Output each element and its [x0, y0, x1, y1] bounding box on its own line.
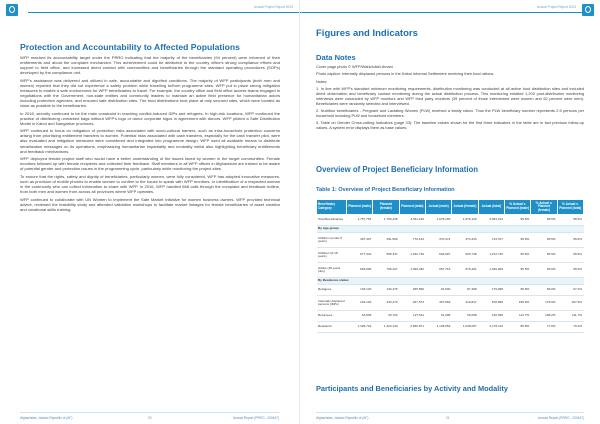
column-header: Planned (female)	[373, 200, 399, 215]
table-cell: 233,470	[373, 296, 399, 311]
table-cell: 95.5%	[531, 233, 557, 248]
right-page	[300, 0, 600, 424]
table-cell: 387,407	[347, 233, 373, 248]
table-section-row	[317, 226, 584, 233]
table-row	[317, 285, 584, 296]
table-cell: 1,676,120	[452, 215, 478, 226]
column-header: Planned (male)	[347, 200, 373, 215]
column-header: Actual (total)	[478, 200, 504, 215]
paragraph: WFP's assistance was delivered and utilized in safe, accountable and dignified conditions. The majority of WFP participants (both men and women) reported that they did not experience a safety problem while travelling to/from programme sites. WFP put in place strong mitigation measures to enable a safe environment for WFP beneficiaries to travel. For example, the country office and field office access teams engaged in negotiations with the Government, non-state entities and community leaders to maintain an active field presence for humanitarian actors including protection agencies, and ensured safe distribution sites. The food distributions took place at only secured sites, which were located as close as possible to the beneficiaries.	[20, 77, 280, 109]
table-cell: 3,354,313	[478, 215, 504, 226]
column-header: % Actual v. Planned (female)	[531, 200, 557, 215]
table-cell: 693,005	[347, 263, 373, 278]
table-cell: 95.5%	[531, 248, 557, 263]
row-label: Children (5-18 years)	[317, 248, 347, 263]
section-title: Figures and Indicators	[316, 28, 418, 39]
table-cell: 657,716	[425, 263, 451, 278]
table-title: Table 1: Overview of Project Beneficiary Information	[316, 187, 455, 193]
table-cell: 85.8%	[504, 322, 530, 333]
table-cell: 410,817	[452, 296, 478, 311]
table-cell: 132,476	[373, 285, 399, 296]
table-cell: 370,474	[425, 233, 451, 248]
wfp-logo	[6, 4, 18, 16]
table-cell: 95.6%	[531, 263, 557, 278]
table-cell: 95.5%	[504, 248, 530, 263]
table-cell: 467,573	[399, 296, 425, 311]
table-cell: 3,511,190	[399, 215, 425, 226]
table-cell: 95.6%	[557, 263, 583, 278]
data-notes	[316, 65, 584, 133]
row-label: Children (under 5 years)	[317, 233, 347, 248]
table-cell: 1,138,053	[425, 322, 451, 333]
row-label: By Age-group:	[317, 226, 584, 233]
paragraph: WFP deployed female project staff who would have a better understanding of the issues faced by women in the target communities. Female monitors followed up with female recipients and collected their feedback. Staff members in all WFP offices in Afghanistan are trained to be aware of potential gender and protection issues in the programming cycle, particularly while monitoring the project sites.	[20, 156, 280, 172]
header-rule	[300, 12, 584, 13]
column-header: Actual (female)	[452, 200, 478, 215]
table-cell: 2,650,871	[399, 322, 425, 333]
table-cell: 91,630	[425, 285, 451, 296]
table-cell: 179,098	[478, 285, 504, 296]
table-cell: 63,702	[373, 311, 399, 322]
table-cell: 878,686	[478, 296, 504, 311]
table-row	[317, 263, 584, 278]
paragraph: To ensure that the rights, safety and dignity of beneficiaries, particularly women, were fully considered, WFP has adopted innovative measures, such as provision of mobile phones to enable women to confirm to the house to speak with WFP monitors, or identification of a respected woman in the community who can collect information to share with WFP. In 2016, WFP handled 668 calls through the complaint and feedback hotline, from both men and women from across all provinces where WFP operates.	[20, 173, 280, 195]
page-number: 20	[148, 416, 152, 420]
table-cell: 61,298	[425, 311, 451, 322]
row-label: Returnees	[317, 311, 347, 322]
table-cell: 374,233	[452, 233, 478, 248]
photo-caption: Photo caption: Internally displaced persons in the Kabul Informal Settlement receiving their food rations.	[316, 71, 495, 77]
table-cell: 1,678,193	[425, 215, 451, 226]
table-row	[317, 322, 584, 333]
paragraph: In 2016, security continued to be the main constraint in reaching conflict-induced IDPs and refugees. In high-risk locations, WFP continued the practice of distributing unmarked bags without WFP's logo or donor corporate logos in agreement with donors. WFP piloted a Safe Distribution Model in Kabul and Nangarhar provinces.	[20, 110, 280, 126]
table-cell: 95.6%	[531, 215, 557, 226]
note-item: 1. In line with WFP's standard minimum monitoring requirements, distribution monitoring was conducted at all active food distribution sites and included direct observation and beneficiary contact monitoring during the actual distribution process. This monitoring entailed 1,200 post-distribution monitoring interviews were conducted by WFP monitors and WFP third party monitors (39 percent of those interviewed were women and 62 percent were men). Beneficiaries were randomly selected and interviewed.	[316, 85, 584, 106]
table-cell: 706,427	[373, 263, 399, 278]
table-cell: 79.4%	[557, 322, 583, 333]
table-cell: 234,103	[347, 296, 373, 311]
table-cell: 646,997	[425, 248, 451, 263]
cover-credit: Cover page photo © WFP/Wahidullah Amani	[316, 64, 393, 69]
table-body	[317, 215, 584, 333]
note-item: 2. Nutrition beneficiaries - Pregnant and Lactating Women (PLW) received a family ration. Thus the PLW beneficiary number represents 2.5 persons per household including PLW and household members.	[316, 107, 584, 118]
footer-left: Afghanistan, Islamic Republic of (AF)	[20, 416, 73, 420]
note-item: 3. Table on Gender Cross-cutting Indicators (page 33): The baseline values shown for the first three indicators in the table are in fact previous follow-up values. A system error displays them as base values.	[316, 120, 584, 131]
column-header: Beneficiary Category	[317, 200, 347, 215]
activity-title: Participants and Beneficiaries by Activity and Modality	[316, 384, 508, 393]
table-cell: 1,336,209	[478, 263, 504, 278]
paragraph: WFP continued to focus on mitigation of protection risks associated with socio-cultural barriers, such as intra-household protection concerns arising from prioritizing entitlement transfers to women. Potential risks associated with cash transfers, especially for the cash transfer pilot, were also evaluated and mitigation measures were considered and integrated into programme design. WFP used all available means to distribute sensitization messages on its operations, emphasizing humanitarian impartiality and neutrality whilst also highlighting beneficiary entitlements and feedback mechanisms.	[20, 128, 280, 154]
footer-rule	[20, 412, 279, 413]
table-cell: 120,396	[478, 311, 504, 322]
table-cell: 59,098	[452, 311, 478, 322]
table-cell: 655,347	[373, 248, 399, 263]
table-cell: 108.2%	[531, 311, 557, 322]
table-cell: 467,869	[425, 296, 451, 311]
table-cell: 1,324,149	[373, 322, 399, 333]
header-text: Annual Project Report 2023	[536, 5, 576, 9]
wfp-logo	[582, 4, 594, 16]
footer-right: Annual Report (PRRO - 200447)	[232, 416, 279, 420]
overview-title: Overview of Project Beneficiary Information	[316, 165, 479, 174]
row-label: Adults (18 years plus)	[317, 263, 347, 278]
table-cell: 744,707	[478, 233, 504, 248]
header-text: Annual Project Report 2023	[253, 5, 293, 9]
table-cell: 77.8%	[531, 322, 557, 333]
row-label: Refugees	[317, 285, 347, 296]
row-label: Internally displaced persons (IDPs)	[317, 296, 347, 311]
table-cell: 95.5%	[504, 263, 530, 278]
table-cell: 1,757,754	[347, 215, 373, 226]
footer-right: Annual Report (PRRO - 200447)	[537, 416, 584, 420]
table-cell: 187.9%	[557, 296, 583, 311]
table-cell: 127,511	[399, 311, 425, 322]
paragraph: WFP reached its accountability target under the PRRO indicating that the majority of the beneficiaries (94 percent) were informed of their entitlements and about the complaint mechanism. This achievement could be attributed to the country office's strong compliance efforts and support to field office, and increased direct contact with communities and beneficiaries through the standard operating procedures (SOPs) developed by the compliance unit.	[20, 55, 280, 76]
table-cell: 66.0%	[531, 285, 557, 296]
table-cell: 199.9%	[504, 296, 530, 311]
table-cell: 111.7%	[557, 311, 583, 322]
beneficiary-table	[316, 199, 584, 333]
table-cell: 133,120	[347, 285, 373, 296]
column-header: % Actual v. Planned (male)	[504, 200, 530, 215]
body-paragraphs	[20, 55, 280, 214]
table-cell: 677,342	[347, 248, 373, 263]
table-cell: 176.0%	[531, 296, 557, 311]
table-cell: 1,332,749	[399, 248, 425, 263]
page-number: 21	[446, 416, 450, 420]
row-label: Total Beneficiaries	[317, 215, 347, 226]
table-cell: 95.5%	[557, 215, 583, 226]
table-cell: 2,176,110	[478, 322, 504, 333]
table-row	[317, 248, 584, 263]
section-title: Protection and Accountability to Affected Populations	[20, 42, 240, 52]
table-cell: 95.6%	[504, 233, 530, 248]
table-cell: 114.7%	[504, 311, 530, 322]
table-cell: 779,133	[399, 233, 425, 248]
table-header-row	[317, 200, 584, 215]
table-cell: 95.6%	[557, 233, 583, 248]
table-cell: 95.5%	[504, 215, 530, 226]
footer-left: Afghanistan, Islamic Republic of (AF)	[316, 416, 369, 420]
table-cell: 67.4%	[557, 285, 583, 296]
table-cell: 1,399,432	[399, 263, 425, 278]
table-cell: 95.5%	[557, 248, 583, 263]
data-notes-title: Data Notes	[316, 53, 356, 62]
row-label: Residents	[317, 322, 347, 333]
table-cell: 1,272,745	[478, 248, 504, 263]
table-row	[317, 215, 584, 226]
table-section-row	[317, 278, 584, 285]
column-header: Planned (total)	[399, 200, 425, 215]
row-label: By Residence status:	[317, 278, 584, 285]
table-row	[317, 296, 584, 311]
paragraph: WFP continued to collaborate with UN Women to implement the Safe Market Initiative for women business owners. WFP provided technical advice, reviewed the feasibility study and attended validation workshops to facilitate market linkages for female beneficiaries of asset creation and vocational skills training.	[20, 196, 280, 212]
notes-label: Notes:	[316, 78, 328, 84]
table-cell: 63,809	[347, 311, 373, 322]
table-cell: 68.8%	[504, 285, 530, 296]
column-header: % Actual v. Planned (total)	[557, 200, 583, 215]
column-header: Actual (male)	[425, 200, 451, 215]
table-cell: 265,596	[399, 285, 425, 296]
header-rule	[28, 12, 299, 13]
table-cell: 625,748	[452, 248, 478, 263]
table-cell: 391,666	[373, 233, 399, 248]
table-cell: 1,038,057	[452, 322, 478, 333]
footer-rule	[316, 412, 584, 413]
table-row	[317, 311, 584, 322]
table-row	[317, 233, 584, 248]
table-cell: 1,326,722	[347, 322, 373, 333]
table-cell: 676,461	[452, 263, 478, 278]
table-cell: 87,468	[452, 285, 478, 296]
table-cell: 1,753,436	[373, 215, 399, 226]
